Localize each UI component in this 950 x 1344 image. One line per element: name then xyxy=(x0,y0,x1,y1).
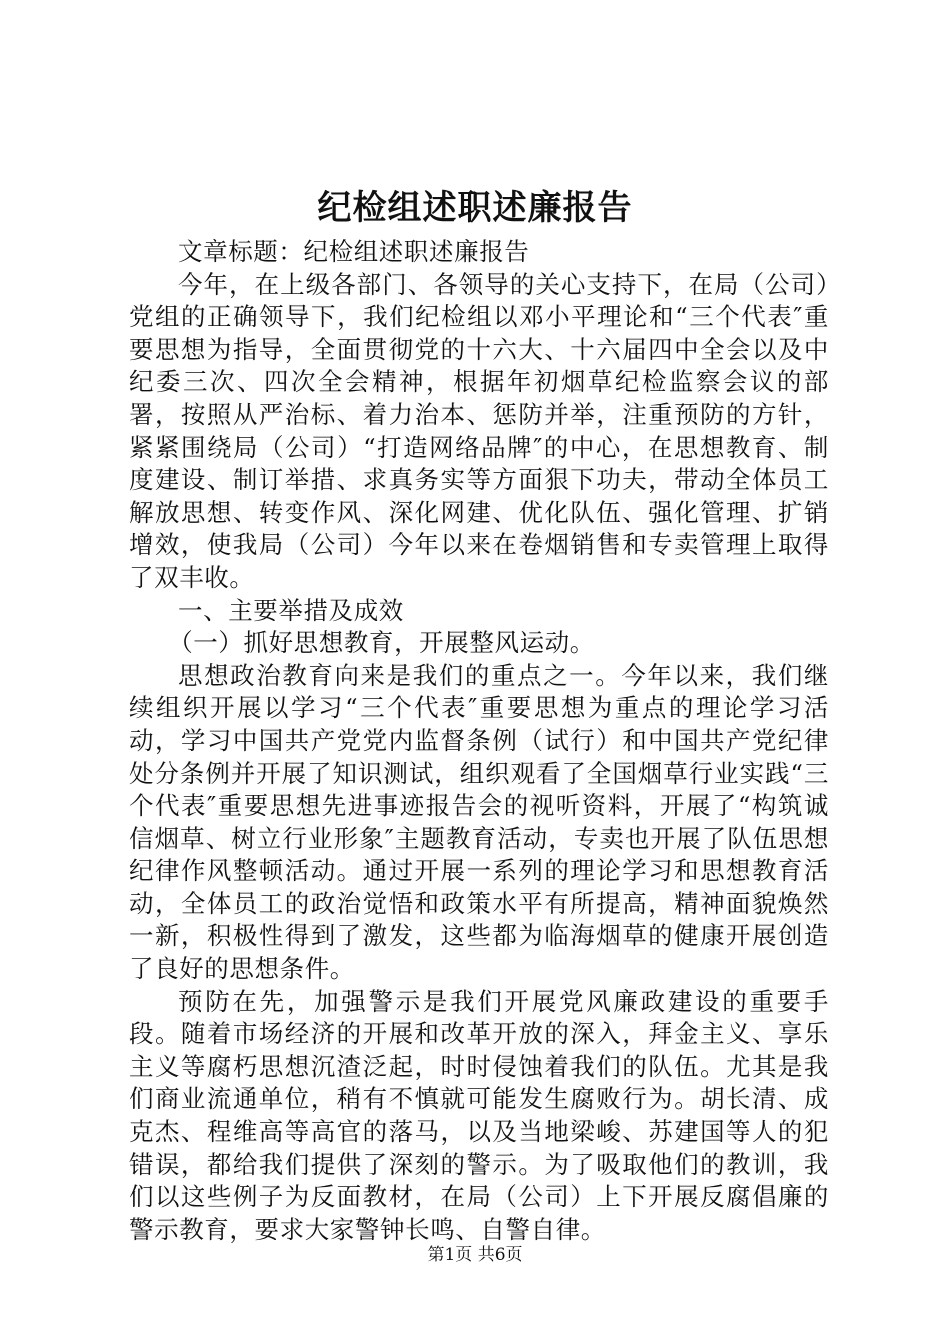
body-paragraph: 思想政治教育向来是我们的重点之一。今年以来，我们继续组织开展以学习“三个代表″重要思想为重点的理论学习活动，学习中国共产党党内监督条例（试行）和中国共产党纪律处分条例并开展了知识测试，组织观看了全国烟草行业实践“三个代表″重要思想先进事迹报告会的视听资料，开展了“构筑诚信烟草、树立行业形象″主题教育活动，专卖也开展了队伍思想纪律作风整顿活动。通过开展一系列的理论学习和思想教育活动，全体员工的政治觉悟和政策水平有所提高，精神面貌焕然一新，积极性得到了激发，这些都为临海烟草的健康开展创造了良好的思想条件。 xyxy=(129,660,829,984)
page-number-footer: 第1页 共6页 xyxy=(427,1245,523,1265)
subsection-heading: （一）抓好思想教育，开展整风运动。 xyxy=(168,628,595,658)
document-body xyxy=(129,236,829,1246)
article-title-line: 文章标题：纪检组述职述廉报告 xyxy=(178,237,530,266)
document-title: 纪检组述职述廉报告 xyxy=(317,188,633,228)
section-heading: 一、主要举措及成效 xyxy=(178,595,404,625)
body-paragraph: 预防在先，加强警示是我们开展党风廉政建设的重要手段。随着市场经济的开展和改革开放的深入，拜金主义、享乐主义等腐朽思想沉渣泛起，时时侵蚀着我们的队伍。尤其是我们商业流通单位，稍有不慎就可能发生腐败行为。胡长清、成克杰、程维高等高官的落马，以及当地梁峻、苏建国等人的犯错误，都给我们提供了深刻的警示。为了吸取他们的教训，我们以这些例子为反面教材，在局（公司）上下开展反腐倡廉的警示教育，要求大家警钟长鸣、自警自律。 xyxy=(129,986,829,1244)
intro-paragraph: 今年，在上级各部门、各领导的关心支持下，在局（公司）党组的正确领导下，我们纪检组以邓小平理论和“三个代表″重要思想为指导，全面贯彻党的十六大、十六届四中全会以及中纪委三次、四次全会精神，根据年初烟草纪检监察会议的部署，按照从严治标、着力治本、惩防并举，注重预防的方针，紧紧围绕局（公司）“打造网络品牌″的中心，在思想教育、制度建设、制订举措、求真务实等方面狠下功夫，带动全体员工解放思想、转变作风、深化网建、优化队伍、强化管理、扩销增效，使我局（公司）今年以来在卷烟销售和专卖管理上取得了双丰收。 xyxy=(129,269,829,592)
